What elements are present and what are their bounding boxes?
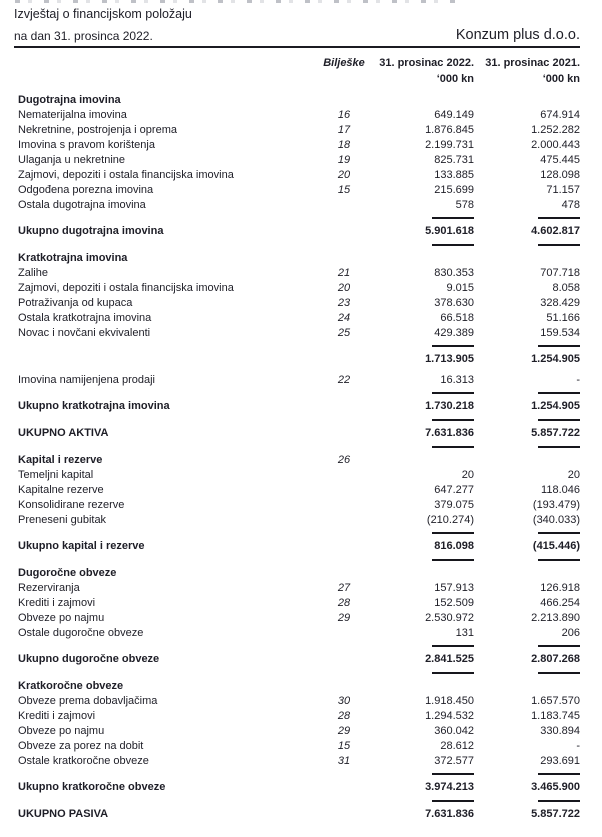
row-label: Konsolidirane rezerve	[18, 499, 125, 511]
row-value-2021: (415.446)	[532, 540, 580, 552]
row-value-2021	[474, 93, 580, 108]
row-label: Ostale dugoročne obveze	[18, 627, 144, 639]
row-value-2022: 152.509	[434, 597, 474, 609]
row-label: Obveze prema dobavljačima	[18, 695, 158, 707]
row-label: Kratkotrajna imovina	[18, 252, 128, 264]
row-note-ref	[314, 352, 374, 367]
row-note-ref: 31	[337, 755, 351, 767]
row-label: Ukupno dugoročne obveze	[18, 653, 160, 665]
rule-spacer	[14, 244, 314, 246]
row-label: Kratkoročne obveze	[18, 680, 124, 692]
row-label	[14, 352, 314, 367]
rule-spacer	[14, 559, 314, 561]
row-value-2021: 707.718	[540, 267, 580, 279]
rule-spacer	[314, 217, 374, 219]
row-value-2021: 5.857.722	[531, 808, 580, 820]
row-value-2021: 2.807.268	[531, 653, 580, 665]
row-label: Imovina s pravom korištenja	[18, 139, 155, 151]
row-value-2022: 816.098	[434, 540, 474, 552]
item-row	[14, 266, 580, 281]
total-rule-row	[14, 800, 580, 802]
table-column-headers	[14, 57, 580, 69]
total-rule-row	[14, 672, 580, 674]
row-value-2022: 578	[455, 199, 474, 211]
row-note-ref: 29	[337, 612, 351, 624]
row-note-ref	[314, 93, 374, 108]
total-underline	[538, 559, 580, 561]
item-row	[14, 724, 580, 739]
total-underline	[432, 244, 474, 246]
total-underline	[538, 672, 580, 674]
row-value-2022: 16.313	[440, 374, 474, 386]
row-note-ref: 23	[337, 297, 351, 309]
row-value-2021: 159.534	[540, 327, 580, 339]
rule-cell	[474, 419, 580, 421]
row-value-2021: 466.254	[540, 597, 580, 609]
row-label: Dugotrajna imovina	[18, 94, 121, 106]
company-name: Konzum plus d.o.o.	[455, 27, 580, 43]
row-value-2021	[474, 453, 580, 468]
item-row	[14, 626, 580, 641]
item-row	[14, 468, 580, 483]
row-note-ref	[314, 626, 374, 641]
rule-spacer	[14, 345, 314, 347]
total-underline	[432, 559, 474, 561]
rule-spacer	[14, 773, 314, 775]
row-value-2021	[474, 566, 580, 581]
total-row	[14, 426, 580, 441]
row-value-2021: 2.213.890	[531, 612, 580, 624]
rule-spacer	[314, 672, 374, 674]
rule-spacer	[14, 800, 314, 802]
row-value-2022: 131	[455, 627, 474, 639]
row-label: Obveze za porez na dobit	[18, 740, 144, 752]
row-value-2021: 51.166	[546, 312, 580, 324]
row-note-ref	[314, 224, 374, 239]
row-value-2021: 478	[561, 199, 580, 211]
row-value-2021: 128.098	[540, 169, 580, 181]
rule-cell	[374, 446, 474, 448]
total-underline	[432, 645, 474, 647]
rule-cell	[374, 244, 474, 246]
row-value-2022: 429.389	[434, 327, 474, 339]
row-label: Ukupno kapital i rezerve	[18, 540, 145, 552]
row-label: Kapital i rezerve	[18, 454, 103, 466]
statement-rows	[14, 93, 580, 822]
label-column-spacer	[14, 57, 314, 69]
subtitle-row	[14, 28, 580, 43]
item-row	[14, 296, 580, 311]
row-label: Obveze po najmu	[18, 725, 105, 737]
row-value-2021: 5.857.722	[531, 427, 580, 439]
rule-spacer	[314, 345, 374, 347]
row-note-ref	[314, 251, 374, 266]
total-rule-row	[14, 532, 580, 534]
row-value-2021: 674.914	[540, 109, 580, 121]
row-label: Rezerviranja	[18, 582, 80, 594]
row-note-ref: 18	[337, 139, 351, 151]
row-note-ref: 21	[337, 267, 351, 279]
item-row	[14, 311, 580, 326]
row-value-2021: 206	[561, 627, 580, 639]
row-note-ref: 27	[337, 582, 351, 594]
row-value-2022: 1.294.532	[425, 710, 474, 722]
rule-cell	[474, 800, 580, 802]
row-label: Temeljni kapital	[18, 469, 94, 481]
row-value-2022: 647.277	[434, 484, 474, 496]
item-row	[14, 611, 580, 626]
row-note-ref	[314, 566, 374, 581]
total-row	[14, 399, 580, 414]
report-date: na dan 31. prosinca 2022.	[14, 29, 153, 43]
row-note-ref: 29	[337, 725, 351, 737]
row-label: UKUPNO PASIVA	[18, 808, 109, 820]
rule-cell	[474, 773, 580, 775]
row-label: Nematerijalna imovina	[18, 109, 127, 121]
row-value-2021: -	[576, 374, 580, 386]
total-rule-row	[14, 446, 580, 448]
row-value-2022: 20	[461, 469, 474, 481]
item-row	[14, 123, 580, 138]
row-value-2021: (193.479)	[532, 499, 580, 511]
row-value-2022: 66.518	[440, 312, 474, 324]
rule-spacer	[14, 645, 314, 647]
row-value-2022: 378.630	[434, 297, 474, 309]
rule-cell	[474, 645, 580, 647]
row-value-2021: 1.183.745	[531, 710, 580, 722]
section-row	[14, 93, 580, 108]
column-header-2021: 31. prosinac 2021.	[485, 57, 580, 69]
item-row	[14, 138, 580, 153]
row-value-2022: 1.713.905	[425, 353, 474, 365]
row-note-ref	[314, 399, 374, 414]
total-underline	[432, 392, 474, 394]
item-row	[14, 498, 580, 513]
rule-cell	[374, 800, 474, 802]
row-value-2021: 330.894	[540, 725, 580, 737]
row-value-2022: 133.885	[434, 169, 474, 181]
item-row	[14, 183, 580, 198]
section-row	[14, 679, 580, 694]
row-value-2022: (210.274)	[426, 514, 474, 526]
item-row	[14, 709, 580, 724]
document-header	[14, 7, 580, 48]
total-underline	[538, 419, 580, 421]
row-label: Odgođena porezna imovina	[18, 184, 154, 196]
scan-crop-artifact	[15, 0, 460, 3]
row-value-2022: 7.631.836	[425, 427, 474, 439]
row-label: UKUPNO AKTIVA	[18, 427, 109, 439]
row-value-2022: 379.075	[434, 499, 474, 511]
subtotal-row	[14, 352, 580, 367]
row-value-2021: -	[576, 740, 580, 752]
row-label: Zajmovi, depoziti i ostala financijska imovina	[18, 282, 234, 294]
row-label: Kapitalne rezerve	[18, 484, 104, 496]
rule-spacer	[314, 645, 374, 647]
row-label: Krediti i zajmovi	[18, 710, 96, 722]
item-row	[14, 739, 580, 754]
total-underline	[432, 800, 474, 802]
rule-cell	[474, 559, 580, 561]
row-note-ref: 16	[337, 109, 351, 121]
rule-cell	[374, 392, 474, 394]
total-row	[14, 807, 580, 822]
row-value-2022: 649.149	[434, 109, 474, 121]
row-label: Imovina namijenjena prodaji	[18, 374, 155, 386]
row-note-ref	[314, 679, 374, 694]
item-row	[14, 168, 580, 183]
rule-cell	[474, 244, 580, 246]
row-label: Potraživanja od kupaca	[18, 297, 133, 309]
row-value-2021: (340.033)	[532, 514, 580, 526]
row-note-ref: 28	[337, 597, 351, 609]
rule-cell	[374, 419, 474, 421]
row-note-ref	[314, 483, 374, 498]
row-label: Ostala dugotrajna imovina	[18, 199, 146, 211]
row-value-2021: 2.000.443	[531, 139, 580, 151]
item-row	[14, 153, 580, 168]
rule-cell	[474, 532, 580, 534]
rule-spacer	[314, 446, 374, 448]
rule-cell	[374, 345, 474, 347]
row-value-2022: 2.530.972	[425, 612, 474, 624]
row-value-2022: 2.841.525	[425, 653, 474, 665]
total-underline	[432, 773, 474, 775]
rule-spacer	[314, 773, 374, 775]
row-label: Preneseni gubitak	[18, 514, 107, 526]
row-value-2021: 1.254.905	[531, 353, 580, 365]
row-label: Ukupno kratkotrajna imovina	[18, 400, 170, 412]
total-underline	[432, 345, 474, 347]
total-row	[14, 539, 580, 554]
units-label-2021: ‘000 kn	[542, 73, 580, 85]
row-value-2022: 830.353	[434, 267, 474, 279]
row-value-2022	[374, 679, 474, 694]
rule-spacer	[14, 217, 314, 219]
row-value-2021: 293.691	[540, 755, 580, 767]
total-rule-row	[14, 559, 580, 561]
row-value-2022	[374, 93, 474, 108]
total-underline	[432, 532, 474, 534]
rule-cell	[374, 532, 474, 534]
row-note-ref	[314, 652, 374, 667]
table-units-row	[14, 73, 580, 85]
item-row	[14, 483, 580, 498]
rule-spacer	[314, 559, 374, 561]
item-row	[14, 108, 580, 123]
row-label: Dugoročne obveze	[18, 567, 117, 579]
item-row	[14, 373, 580, 388]
row-value-2021: 328.429	[540, 297, 580, 309]
rule-cell	[474, 392, 580, 394]
total-rule-row	[14, 244, 580, 246]
row-value-2021: 1.657.570	[531, 695, 580, 707]
item-row	[14, 581, 580, 596]
item-row	[14, 198, 580, 213]
rule-cell	[374, 217, 474, 219]
rule-spacer	[14, 446, 314, 448]
total-rule-row	[14, 345, 580, 347]
notes-column-header: Bilješke	[323, 57, 365, 69]
row-label: Ukupno dugotrajna imovina	[18, 225, 164, 237]
total-underline	[538, 345, 580, 347]
row-value-2021: 118.046	[541, 484, 580, 496]
total-underline	[538, 532, 580, 534]
total-row	[14, 780, 580, 795]
rule-spacer	[314, 392, 374, 394]
item-row	[14, 513, 580, 528]
total-underline	[538, 645, 580, 647]
row-value-2022: 28.612	[440, 740, 474, 752]
row-value-2021: 1.254.905	[531, 400, 580, 412]
row-value-2022: 372.577	[434, 755, 474, 767]
rule-spacer	[314, 532, 374, 534]
rule-spacer	[14, 419, 314, 421]
item-row	[14, 281, 580, 296]
row-note-ref: 22	[337, 374, 351, 386]
row-value-2022: 360.042	[434, 725, 474, 737]
row-value-2022: 2.199.731	[425, 139, 474, 151]
total-rule-row	[14, 419, 580, 421]
rule-cell	[474, 345, 580, 347]
row-label: Zalihe	[18, 267, 48, 279]
total-underline	[538, 217, 580, 219]
row-value-2022	[374, 566, 474, 581]
rule-cell	[374, 645, 474, 647]
row-value-2022: 157.913	[434, 582, 474, 594]
row-value-2022: 7.631.836	[425, 808, 474, 820]
rule-spacer	[14, 392, 314, 394]
report-title: Izvještaj o financijskom položaju	[14, 7, 192, 21]
row-value-2021	[474, 251, 580, 266]
total-underline	[538, 392, 580, 394]
total-rule-row	[14, 645, 580, 647]
row-value-2022	[374, 453, 474, 468]
row-note-ref: 24	[337, 312, 351, 324]
row-value-2021: 71.157	[546, 184, 580, 196]
row-note-ref	[314, 513, 374, 528]
row-value-2022: 1.730.218	[425, 400, 474, 412]
rule-spacer	[14, 672, 314, 674]
total-underline	[538, 244, 580, 246]
row-value-2022: 215.699	[434, 184, 474, 196]
rule-spacer	[14, 532, 314, 534]
row-label: Krediti i zajmovi	[18, 597, 96, 609]
item-row	[14, 326, 580, 341]
row-value-2021: 3.465.900	[531, 781, 580, 793]
column-header-2022: 31. prosinac 2022.	[379, 57, 474, 69]
row-value-2021: 4.602.817	[531, 225, 580, 237]
row-value-2021: 8.058	[552, 282, 580, 294]
row-note-ref	[314, 539, 374, 554]
row-value-2021: 475.445	[540, 154, 580, 166]
row-value-2021: 1.252.282	[531, 124, 580, 136]
total-underline	[538, 800, 580, 802]
row-note-ref: 17	[337, 124, 351, 136]
total-row	[14, 652, 580, 667]
row-value-2022: 3.974.213	[425, 781, 474, 793]
row-note-ref: 19	[337, 154, 351, 166]
total-rule-row	[14, 217, 580, 219]
row-note-ref	[314, 468, 374, 483]
units-label-2022: ‘000 kn	[436, 73, 474, 85]
rule-cell	[374, 672, 474, 674]
total-underline	[432, 672, 474, 674]
row-value-2021	[474, 679, 580, 694]
row-note-ref	[314, 498, 374, 513]
total-underline	[538, 446, 580, 448]
row-value-2022	[374, 251, 474, 266]
rule-spacer	[314, 244, 374, 246]
section-row	[14, 453, 580, 468]
total-row	[14, 224, 580, 239]
row-value-2022: 825.731	[434, 154, 474, 166]
total-underline	[538, 773, 580, 775]
row-note-ref	[314, 198, 374, 213]
rule-cell	[374, 559, 474, 561]
row-note-ref: 15	[337, 740, 351, 752]
row-value-2022: 9.015	[446, 282, 474, 294]
row-note-ref: 30	[337, 695, 351, 707]
rule-cell	[474, 217, 580, 219]
total-rule-row	[14, 773, 580, 775]
row-label: Ulaganja u nekretnine	[18, 154, 126, 166]
row-label: Zajmovi, depoziti i ostala financijska imovina	[18, 169, 234, 181]
rule-spacer	[314, 800, 374, 802]
row-label: Nekretnine, postrojenja i oprema	[18, 124, 177, 136]
row-value-2022: 5.901.618	[425, 225, 474, 237]
row-value-2022: 1.918.450	[425, 695, 474, 707]
row-label: Ostale kratkoročne obveze	[18, 755, 149, 767]
row-value-2022: 1.876.845	[425, 124, 474, 136]
row-label: Obveze po najmu	[18, 612, 105, 624]
row-note-ref: 28	[337, 710, 351, 722]
total-underline	[432, 446, 474, 448]
row-note-ref	[314, 807, 374, 822]
total-underline	[432, 419, 474, 421]
row-label: Ostala kratkotrajna imovina	[18, 312, 152, 324]
item-row	[14, 754, 580, 769]
rule-cell	[474, 446, 580, 448]
item-row	[14, 596, 580, 611]
row-note-ref: 20	[337, 169, 351, 181]
rule-cell	[374, 773, 474, 775]
row-note-ref	[314, 780, 374, 795]
row-note-ref: 15	[337, 184, 351, 196]
header-divider	[14, 46, 580, 48]
row-note-ref	[314, 426, 374, 441]
item-row	[14, 694, 580, 709]
row-value-2021: 126.918	[540, 582, 580, 594]
row-value-2021: 20	[567, 469, 580, 481]
row-label: Ukupno kratkoročne obveze	[18, 781, 166, 793]
row-note-ref: 26	[337, 454, 351, 466]
section-row	[14, 251, 580, 266]
row-note-ref: 25	[337, 327, 351, 339]
section-row	[14, 566, 580, 581]
total-rule-row	[14, 392, 580, 394]
row-label: Novac i novčani ekvivalenti	[18, 327, 151, 339]
rule-cell	[474, 672, 580, 674]
rule-spacer	[314, 419, 374, 421]
row-note-ref: 20	[337, 282, 351, 294]
total-underline	[432, 217, 474, 219]
